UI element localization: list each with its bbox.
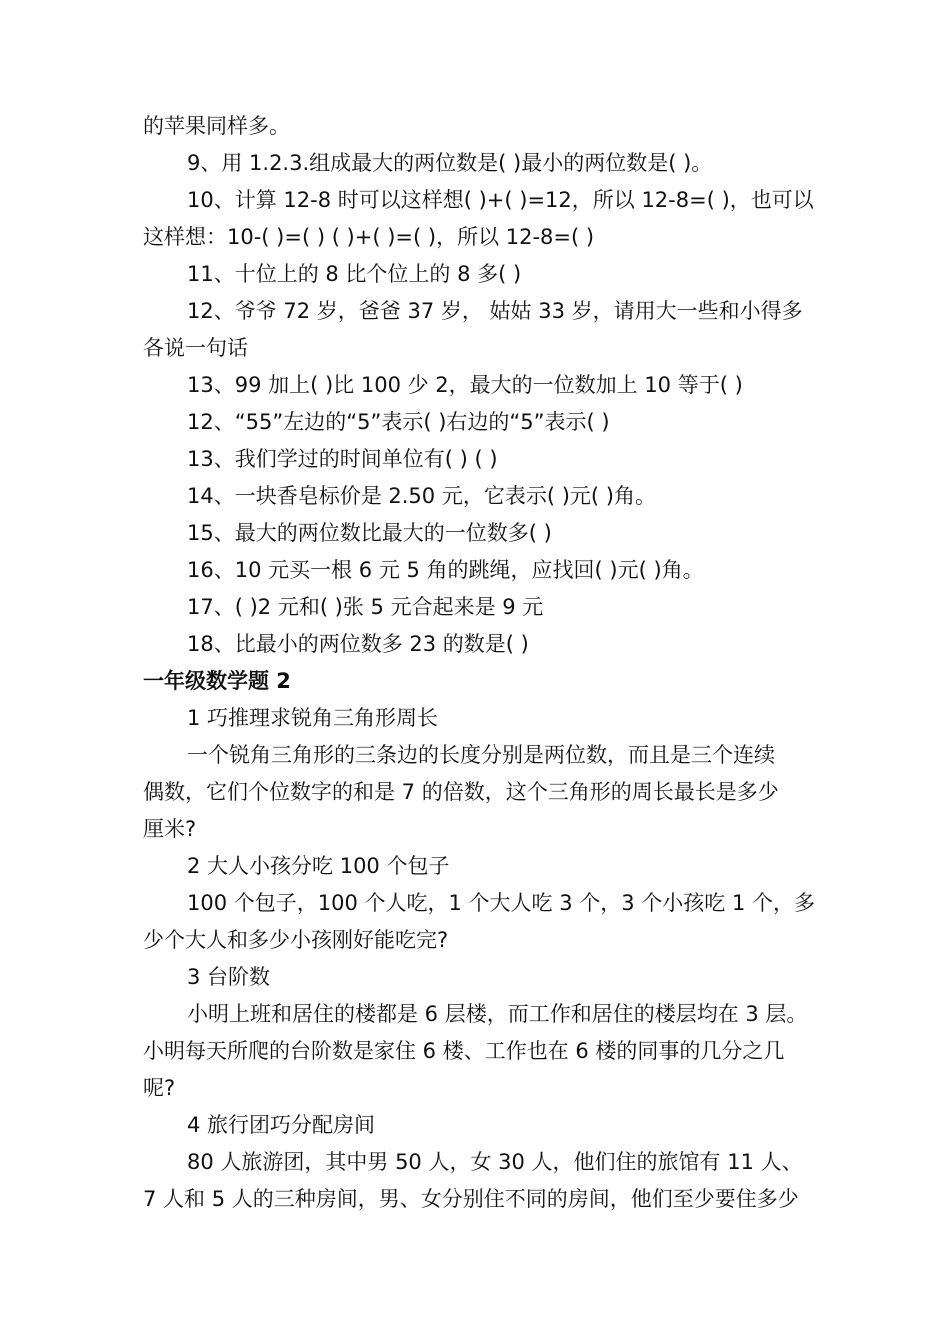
document-body <box>143 108 816 1218</box>
problem-4-text: 80 人旅游团，其中男 50 人，女 30 人，他们住的旅馆有 11 人、 <box>187 1150 803 1174</box>
problem-4-title: 4 旅行团巧分配房间 <box>187 1113 376 1137</box>
question-9: 9、用 1.2.3.组成最大的两位数是( )最小的两位数是( )。 <box>187 151 713 175</box>
problem-1-text: 一个锐角三角形的三条边的长度分别是两位数，而且是三个连续 <box>187 743 775 767</box>
question-15: 15、最大的两位数比最大的一位数多( ) <box>187 521 552 545</box>
problem-3-text-end: 呢? <box>143 1076 176 1100</box>
problem-2-text-continued: 少个大人和多少小孩刚好能吃完? <box>143 928 449 952</box>
problem-3-text-continued: 小明每天所爬的台阶数是家住 6 楼、工作也在 6 楼的同事的几分之几 <box>143 1039 785 1063</box>
question-16: 16、10 元买一根 6 元 5 角的跳绳，应找回( )元( )角。 <box>187 558 704 582</box>
question-14: 14、一块香皂标价是 2.50 元，它表示( )元( )角。 <box>187 484 656 508</box>
problem-3-text: 小明上班和居住的楼都是 6 层楼，而工作和居住的楼层均在 3 层。 <box>187 1002 808 1026</box>
problem-4-text-continued: 7 人和 5 人的三种房间，男、女分别住不同的房间，他们至少要住多少 <box>143 1187 799 1211</box>
question-10: 10、计算 12-8 时可以这样想( )+( )=12，所以 12-8=( )，也可以 <box>187 188 814 212</box>
question-11: 11、十位上的 8 比个位上的 8 多( ) <box>187 262 522 286</box>
question-13b: 13、我们学过的时间单位有( ) ( ) <box>187 447 498 471</box>
question-10-continued: 这样想：10-( )=( ) ( )+( )=( )，所以 12-8=( ) <box>143 225 595 249</box>
problem-1-text-end: 厘米? <box>143 817 197 841</box>
question-12-continued: 各说一句话 <box>143 336 248 360</box>
problem-1-text-continued: 偶数，它们个位数字的和是 7 的倍数，这个三角形的周长最长是多少 <box>143 780 779 804</box>
question-12: 12、爷爷 72 岁，爸爸 37 岁， 姑姑 33 岁，请用大一些和小得多 <box>187 299 803 323</box>
problem-2-text: 100 个包子，100 个人吃，1 个大人吃 3 个，3 个小孩吃 1 个，多 <box>187 891 816 915</box>
question-18: 18、比最小的两位数多 23 的数是( ) <box>187 632 529 656</box>
question-13: 13、99 加上( )比 100 少 2，最大的一位数加上 10 等于( ) <box>187 373 743 397</box>
problem-3-title: 3 台阶数 <box>187 965 271 989</box>
section-heading: 一年级数学题 2 <box>143 669 291 693</box>
question-12b: 12、“55”左边的“5”表示( )右边的“5”表示( ) <box>187 410 610 434</box>
problem-1-title: 1 巧推理求锐角三角形周长 <box>187 706 439 730</box>
problem-2-title: 2 大人小孩分吃 100 个包子 <box>187 854 450 878</box>
text-line: 的苹果同样多。 <box>143 114 290 138</box>
question-17: 17、( )2 元和( )张 5 元合起来是 9 元 <box>187 595 544 619</box>
